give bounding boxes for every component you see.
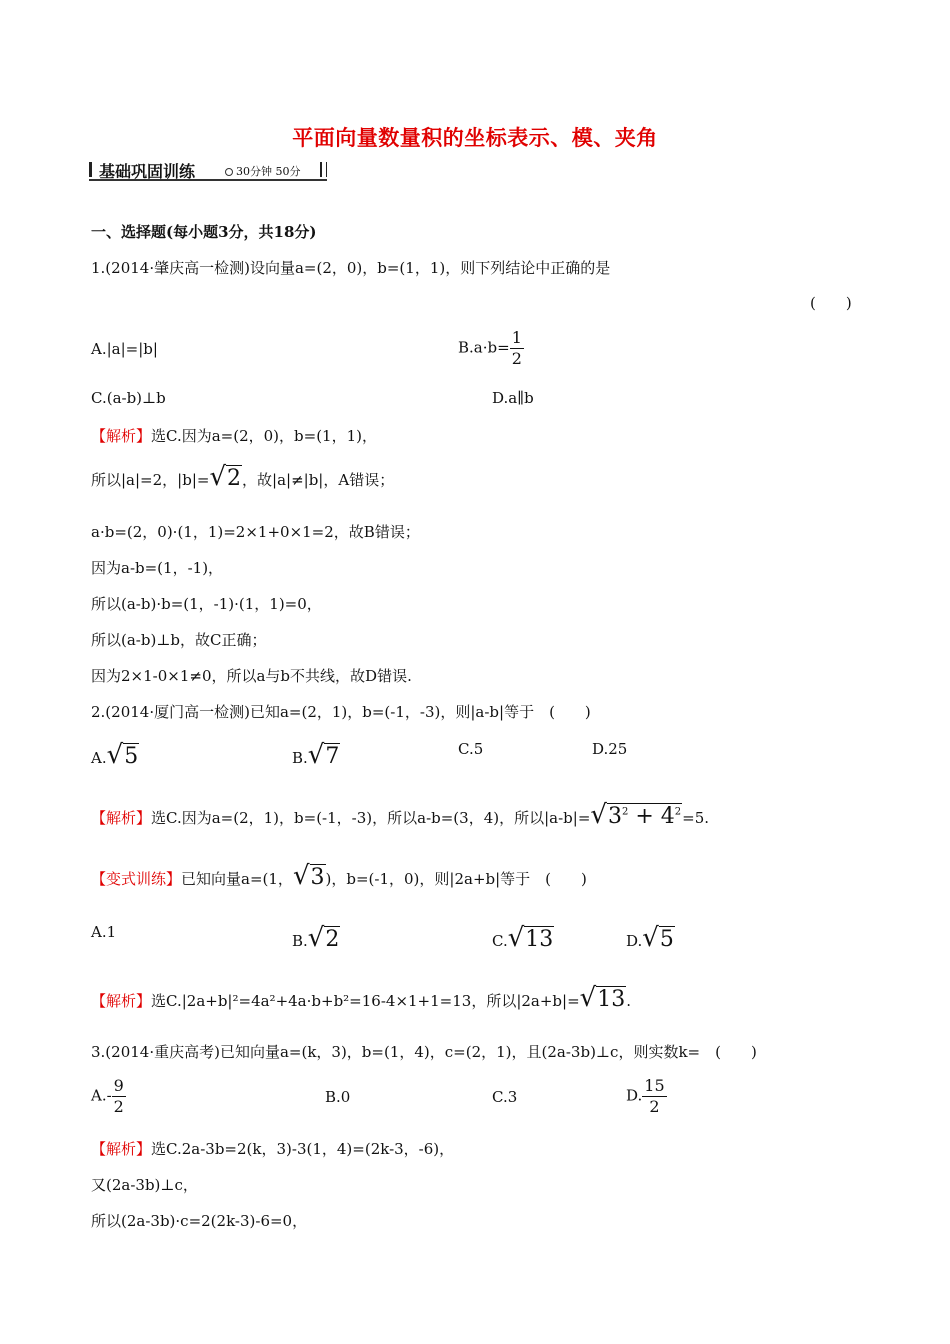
- q2-stem: 2.(2014·厦门高一检测)已知a=(2，1)，b=(-1，-3)，则|a-b|等于 ( ): [91, 703, 591, 721]
- q2-answer-line1: [91, 800, 709, 830]
- clock-icon: [225, 168, 233, 176]
- option-label: A.-: [91, 1086, 112, 1105]
- banner-time: [225, 163, 301, 179]
- q1-answer-line3: a·b=(2，0)·(1，1)=2×1+0×1=2，故B错误；: [91, 523, 420, 541]
- radicand: 2: [325, 927, 340, 952]
- option-label: C.: [492, 932, 508, 950]
- option-label: D.: [626, 932, 643, 950]
- q1-answer-line6: 所以(a-b)⊥b，故C正确；: [91, 631, 267, 649]
- radicand-term: 3: [607, 804, 622, 829]
- q3-stem: 3.(2014·重庆高考)已知向量a=(k，3)，b=(1，4)，c=(2，1)，且(2a-3b)⊥c，则实数k= ( ): [91, 1043, 757, 1061]
- q3-option-a: [91, 1076, 126, 1117]
- section-heading: 一、选择题(每小题3分，共18分): [91, 223, 317, 241]
- answer-text: 选C.|2a+b|²=4a²+4a·b+b²=16-4×1+1=13，所以|2a+b|=: [151, 992, 580, 1010]
- sqrt-expression: √13: [507, 923, 554, 953]
- variant-text: 已知向量a=(1，: [181, 870, 293, 888]
- sqrt-expression: √2: [307, 923, 340, 953]
- radicand: 3: [310, 865, 325, 890]
- q1-answer-line1: [91, 425, 377, 446]
- radicand: 7: [325, 744, 340, 769]
- q2-option-a: [91, 740, 139, 770]
- q1-answer-line7: 因为2×1-0×1≠0，所以a与b不共线，故D错误.: [91, 667, 412, 685]
- variant-option-c: [492, 923, 554, 953]
- q1-paren: ( ): [810, 294, 852, 312]
- banner-time-text: 30分钟 50分: [236, 165, 301, 178]
- answer-text: 选C.因为a=(2，1)，b=(-1，-3)，所以a-b=(3，4)，所以|a-b|=: [151, 809, 591, 827]
- variant-option-b: [292, 923, 340, 953]
- radicand: 5: [124, 744, 139, 769]
- answer-text: ，故|a|≠|b|，A错误；: [242, 471, 395, 489]
- option-label: A.: [91, 749, 107, 767]
- q3-option-c: C.3: [492, 1088, 518, 1106]
- q1-option-a: A.|a|=|b|: [91, 340, 158, 358]
- sqrt-expression: √5: [642, 923, 674, 953]
- q3-option-d-fraction: [642, 1076, 666, 1117]
- answer-text: 选C.2a-3b=2(k，3)-3(1，4)=(2k-3，-6)，: [151, 1140, 455, 1158]
- fraction-denominator: 2: [113, 1097, 124, 1116]
- radicand-term: 4: [660, 804, 675, 829]
- fraction-numerator: 15: [644, 1076, 665, 1095]
- answer-text: 选C.因为a=(2，0)，b=(1，1)，: [151, 427, 377, 445]
- q2-option-b: [292, 740, 340, 770]
- page-title: 平面向量数量积的坐标表示、模、夹角: [292, 126, 658, 150]
- sqrt-expression: √3: [292, 861, 325, 891]
- q3-answer-line3: 所以(2a-3b)·c=2(2k-3)-6=0，: [91, 1212, 308, 1230]
- radicand: 2: [227, 466, 242, 491]
- q1-option-b-label: B.a·b=: [458, 338, 510, 357]
- answer-text: .: [626, 992, 632, 1010]
- banner-end: [320, 162, 327, 177]
- q1-option-b-fraction: [510, 328, 524, 369]
- section-banner: [89, 161, 327, 181]
- sqrt-expression: √7: [307, 740, 340, 770]
- answer-tag: 【解析】: [91, 809, 152, 827]
- banner-bar: [89, 162, 92, 177]
- radicand: 13: [525, 927, 554, 952]
- q1-stem: 1.(2014·肇庆高一检测)设向量a=(2，0)，b=(1，1)，则下列结论中正确的是: [91, 259, 611, 277]
- q2-option-c: C.5: [458, 740, 484, 758]
- sqrt-expression: $√3^2 + 4^2$: [590, 800, 682, 830]
- q2-option-d: D.25: [592, 740, 628, 758]
- q3-answer-line2: 又(2a-3b)⊥c，: [91, 1176, 198, 1194]
- answer-tag: 【解析】: [91, 427, 152, 445]
- answer-text: 所以|a|=2，|b|=: [91, 471, 210, 489]
- fraction-numerator: 1: [511, 328, 522, 347]
- variant-answer: [91, 983, 631, 1013]
- option-label: B.: [292, 749, 308, 767]
- variant-text: )，b=(-1，0)，则|2a+b|等于 ( ): [325, 870, 587, 888]
- q1-answer-line2: [91, 462, 394, 492]
- q3-option-d: [626, 1076, 667, 1117]
- variant-option-a: A.1: [91, 923, 117, 941]
- q1-answer-line4: 因为a-b=(1，-1)，: [91, 559, 224, 577]
- answer-text: =5.: [682, 809, 710, 827]
- sqrt-expression: √13: [579, 983, 626, 1013]
- variant-option-d: [626, 923, 675, 953]
- banner-label: 基础巩固训练: [99, 162, 196, 181]
- fraction-numerator: 9: [113, 1076, 124, 1095]
- q3-option-a-fraction: [112, 1076, 126, 1117]
- option-label: D.: [626, 1086, 643, 1105]
- q1-answer-line5: 所以(a-b)·b=(1，-1)·(1，1)=0，: [91, 595, 322, 613]
- option-label: B.: [292, 932, 308, 950]
- q1-option-c: C.(a-b)⊥b: [91, 389, 166, 407]
- variant-tag: 【变式训练】: [91, 870, 182, 888]
- radicand: $3^2 + 4^2$: [607, 804, 682, 829]
- q3-answer-line1: [91, 1138, 454, 1159]
- answer-tag: 【解析】: [91, 992, 152, 1010]
- q3-option-b: B.0: [325, 1088, 351, 1106]
- answer-tag: 【解析】: [91, 1140, 152, 1158]
- radicand: 5: [659, 927, 674, 952]
- q1-option-b: [458, 328, 524, 369]
- fraction-denominator: 2: [511, 349, 522, 368]
- sqrt-expression: √5: [106, 740, 139, 770]
- radicand: 13: [597, 987, 626, 1012]
- sqrt-expression: √2: [209, 462, 242, 492]
- fraction-denominator: 2: [649, 1097, 660, 1116]
- q1-option-d: D.a∥b: [492, 389, 534, 407]
- variant-stem: [91, 861, 587, 891]
